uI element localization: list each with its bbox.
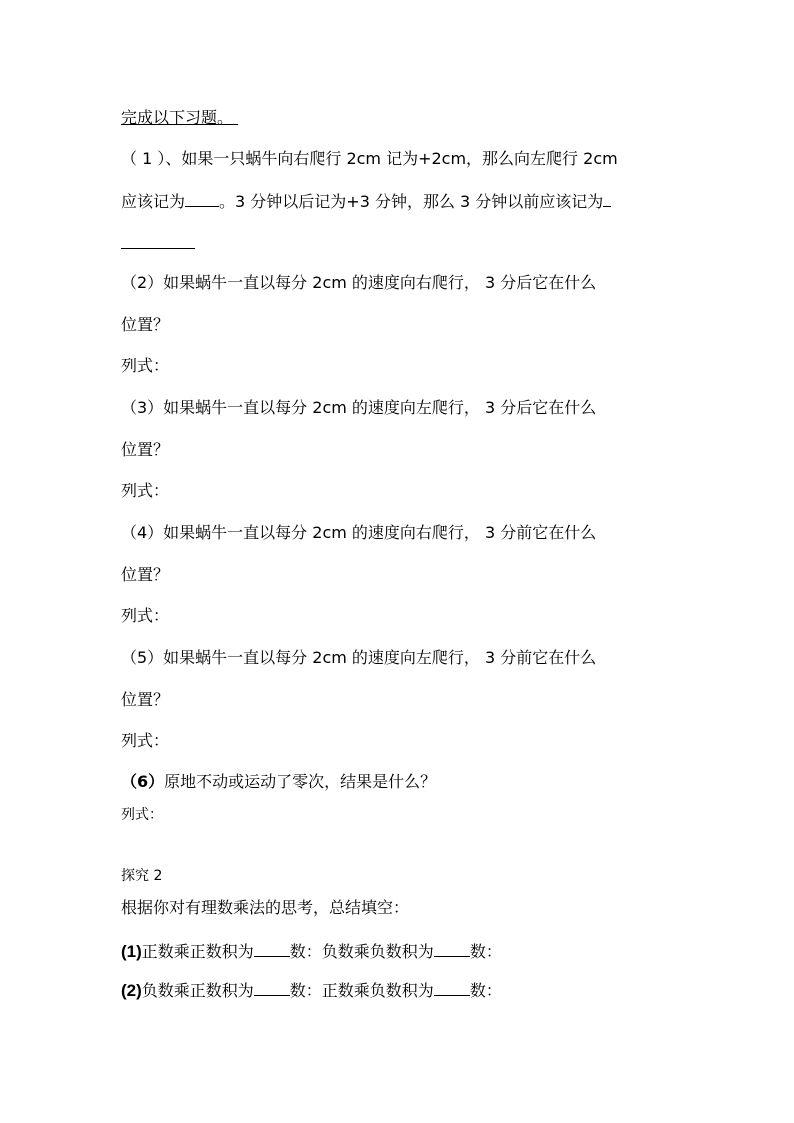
q1-line1: （ 1 ）、如果一只蜗牛向右爬行 2cm 记为+2cm，那么向左爬行 2cm [121,149,618,168]
item1-number: (1) [121,942,142,961]
item1-text-a: 正数乘正数积为 [141,942,254,961]
q1-text-a: 应该记为 [121,192,186,211]
q2-formula: 列式： [121,356,170,375]
intro-heading: 完成以下习题。 [121,108,234,127]
q4-line1: （4）如果蜗牛一直以每分 2cm 的速度向右爬行， 3 分前它在什么 [121,523,597,542]
q1-line3 [121,232,195,254]
q3-formula: 列式： [121,481,170,500]
answer-blank-5[interactable] [254,979,290,996]
explore-prompt: 根据你对有理数乘法的思考，总结填空： [121,898,410,917]
item2-text-c: 数： [469,981,502,1000]
explore-item-1 [121,940,502,962]
q2-line2: 位置？ [121,315,170,334]
answer-blank-6[interactable] [434,979,470,996]
q5-line1: （5）如果蜗牛一直以每分 2cm 的速度向左爬行， 3 分前它在什么 [121,648,597,667]
item1-text-c: 数： [469,942,502,961]
q6-formula: 列式： [121,807,163,823]
item2-text-b: 数：正数乘负数积为 [289,981,434,1000]
answer-blank-1[interactable] [185,190,219,207]
answer-blank-2[interactable] [121,232,195,249]
item1-text-b: 数：负数乘负数积为 [289,942,434,961]
q6-text: 原地不动或运动了零次，结果是什么？ [164,772,437,791]
item2-number: (2) [121,981,142,1000]
q5-line2: 位置？ [121,690,170,709]
answer-blank-4[interactable] [434,940,470,957]
q1-line2 [121,190,611,212]
q6-line [121,772,436,792]
q1-text-b: 。3 分钟以后记为+3 分钟，那么 3 分钟以前应该记为 [219,192,604,211]
answer-blank-3[interactable] [254,940,290,957]
q4-formula: 列式： [121,606,170,625]
q6-number: （6） [121,772,165,791]
q3-line1: （3）如果蜗牛一直以每分 2cm 的速度向左爬行， 3 分后它在什么 [121,398,597,417]
q5-formula: 列式： [121,731,170,750]
q2-line1: （2）如果蜗牛一直以每分 2cm 的速度向右爬行， 3 分后它在什么 [121,273,597,292]
answer-blank-2a[interactable] [603,190,611,207]
explore-title: 探究 2 [121,868,163,884]
q4-line2: 位置？ [121,565,170,584]
item2-text-a: 负数乘正数积为 [141,981,254,1000]
explore-item-2 [121,979,502,1001]
q3-line2: 位置？ [121,440,170,459]
